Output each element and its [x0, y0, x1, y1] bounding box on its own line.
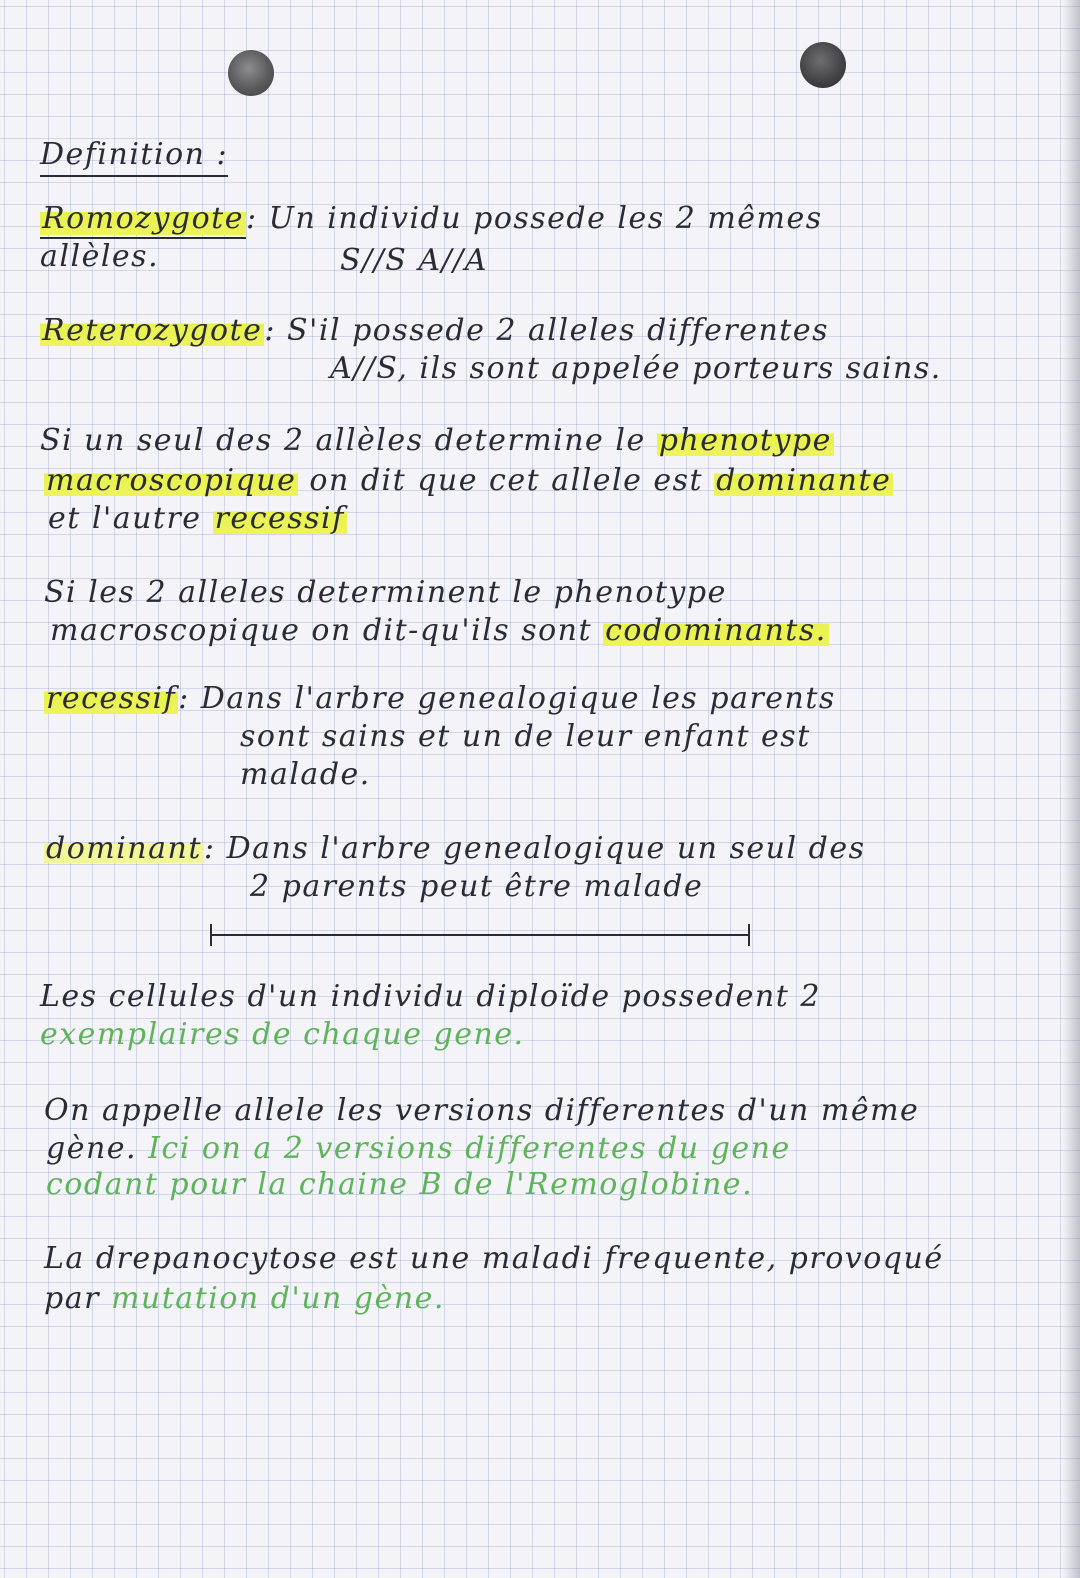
- homozygote-examples: S//S A//A: [340, 243, 488, 278]
- highlight-dominante: dominante: [716, 463, 892, 498]
- heterozygote-term: Reterozygote: [42, 313, 263, 348]
- heterozygote-definition: Reterozygote: S'il possede 2 alleles differentes: [42, 313, 829, 348]
- highlight-phenotype: phenotype: [658, 423, 832, 458]
- dominant-definition: dominant: Dans l'arbre genealogique un seul des: [46, 831, 866, 866]
- dominance-line1: Si un seul des 2 allèles determine le phenotype: [40, 423, 832, 458]
- cells-line1: Les cellules d'un individu diploïde possedent 2: [40, 979, 821, 1014]
- recessive-definition: recessif: Dans l'arbre genealogique les parents: [46, 681, 836, 716]
- homozygote-text-line1: Un individu possede les 2 mêmes: [268, 201, 823, 236]
- homozygote-text-line2: allèles.: [40, 239, 160, 274]
- drepanocytose-line1: La drepanocytose est une maladi frequente, provoqué: [44, 1241, 944, 1276]
- section-divider: [210, 934, 750, 936]
- highlight-macroscopique: macroscopique: [46, 463, 297, 498]
- codominance-line1: Si les 2 alleles determinent le phenotype: [44, 575, 727, 610]
- recessive-term: recessif: [46, 681, 177, 716]
- recessive-line3: malade.: [240, 757, 371, 792]
- dominant-line2: 2 parents peut être malade: [250, 869, 704, 904]
- dominant-term: dominant: [46, 831, 202, 866]
- allele-def-line1: On appelle allele les versions differentes d'un même: [44, 1093, 920, 1128]
- codominance-line2: macroscopique on dit-qu'ils sont codominants.: [50, 613, 827, 648]
- highlight-recessif: recessif: [214, 501, 345, 536]
- page-heading: Definition :: [40, 136, 228, 177]
- allele-def-line2: gène. Ici on a 2 versions differentes du gene: [46, 1131, 791, 1166]
- heterozygote-text-line2: A//S, ils sont appelée porteurs sains.: [330, 351, 942, 386]
- binder-hole-right: [800, 42, 846, 88]
- binder-hole-left: [228, 50, 274, 96]
- dominance-line3: et l'autre recessif: [48, 501, 345, 536]
- dominance-line2: macroscopique on dit que cet allele est dominante: [46, 463, 892, 498]
- heterozygote-text-line1: S'il possede 2 alleles differentes: [287, 313, 829, 348]
- homozygote-definition: Romozygote: Un individu possede les 2 mêmes: [40, 200, 823, 238]
- homozygote-term: Romozygote: [40, 201, 246, 239]
- allele-def-line3: codant pour la chaine B de l'Remoglobine.: [46, 1167, 754, 1202]
- drepanocytose-line2: par mutation d'un gène.: [44, 1281, 445, 1316]
- dominant-line1: Dans l'arbre genealogique un seul des: [226, 831, 866, 866]
- recessive-line2: sont sains et un de leur enfant est: [240, 719, 811, 754]
- highlight-codominants: codominants.: [605, 613, 827, 648]
- recessive-line1: Dans l'arbre genealogique les parents: [200, 681, 836, 716]
- cells-line2: exemplaires de chaque gene.: [40, 1017, 525, 1052]
